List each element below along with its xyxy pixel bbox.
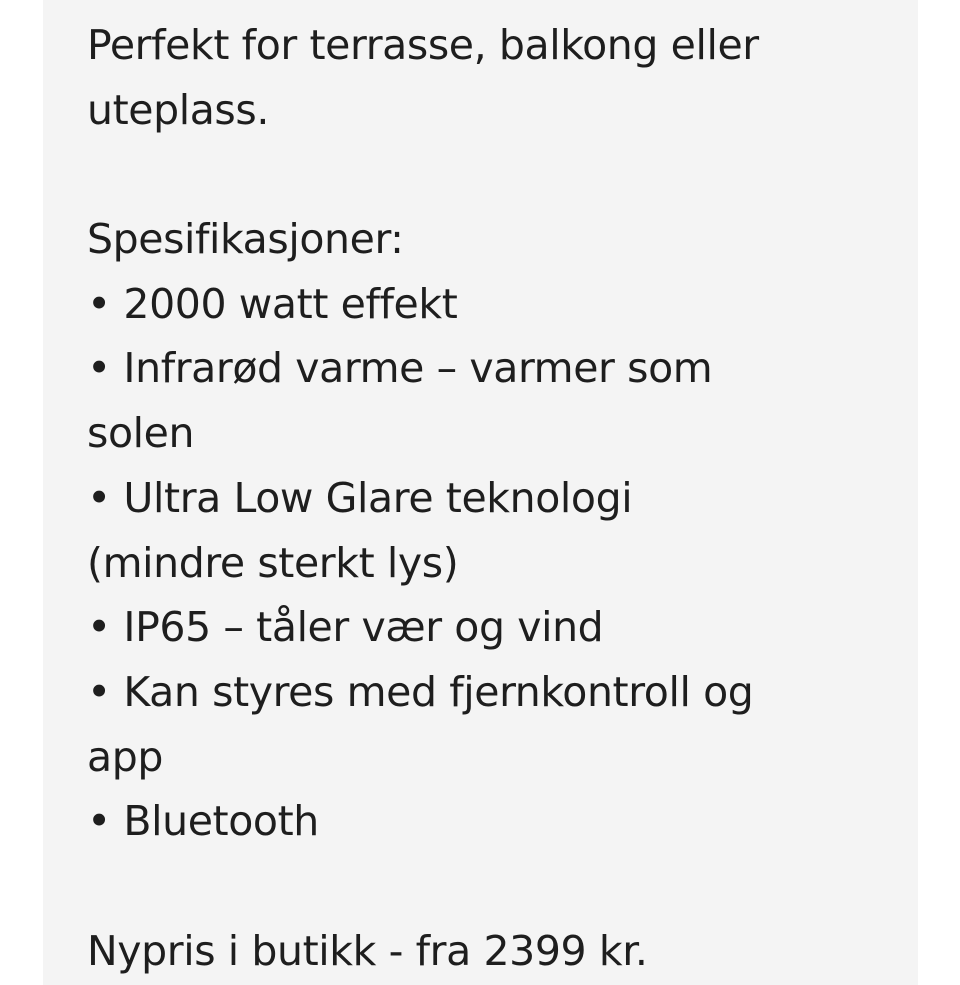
spec-item: • 2000 watt effekt <box>87 279 458 328</box>
spec-item: • Ultra Low Glare teknologi <box>87 473 633 522</box>
spec-item: • Infrarød varme – varmer som <box>87 344 713 393</box>
intro-text-line: Perfekt for terrasse, balkong eller <box>87 21 759 69</box>
spec-item: • Kan styres med fjernkontroll og <box>87 667 754 716</box>
spec-item-continuation: app <box>87 732 163 781</box>
intro-text-line: uteplass. <box>87 85 269 134</box>
paragraph-spacer <box>87 854 918 919</box>
spec-item-continuation: solen <box>87 409 195 458</box>
price-text: Nypris i butikk - fra 2399 kr. <box>87 926 648 975</box>
spec-item: • Bluetooth <box>87 797 319 846</box>
specs-heading: Spesifikasjoner: <box>87 215 404 264</box>
spec-item-continuation: (mindre sterkt lys) <box>87 538 459 587</box>
spec-item: • IP65 – tåler vær og vind <box>87 603 604 652</box>
listing-description-panel <box>43 0 918 985</box>
paragraph-spacer <box>87 142 918 207</box>
